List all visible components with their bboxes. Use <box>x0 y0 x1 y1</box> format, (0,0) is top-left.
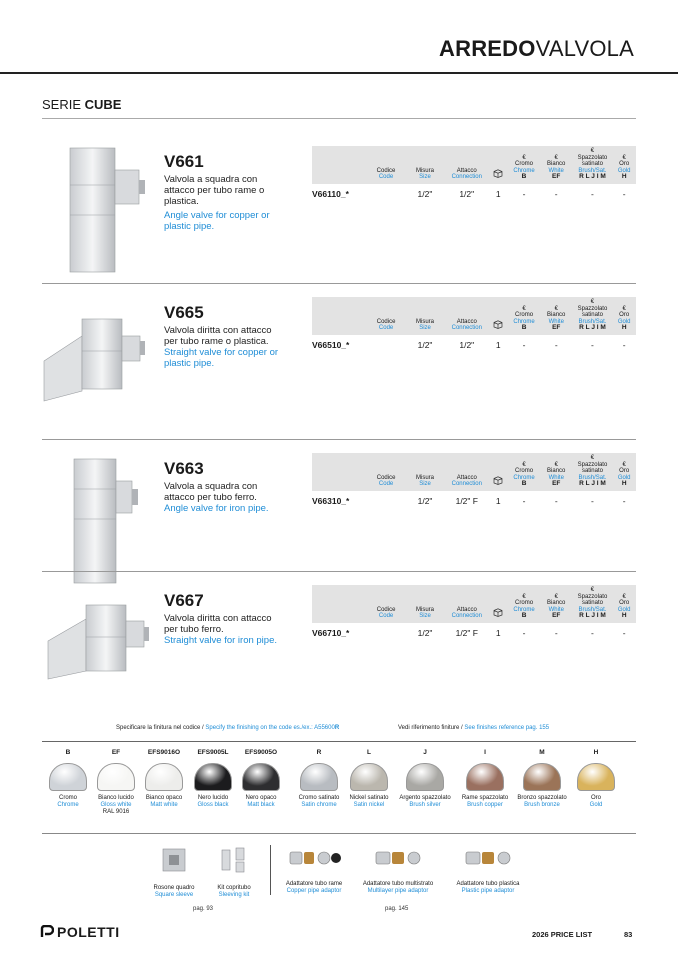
finish-cap-image <box>577 763 615 791</box>
finish-cap-image <box>97 763 135 791</box>
cell-price-rljim: - <box>591 188 594 199</box>
th-cur: € <box>590 299 595 305</box>
finish-name-en: Satin nickel <box>353 802 385 808</box>
spec-header-row <box>312 585 636 623</box>
product-code-title: V661 <box>164 152 204 171</box>
th-code: Code <box>378 481 394 487</box>
product-divider <box>42 439 636 440</box>
accessory-name-it: Adattatore tubo plastica <box>456 881 520 887</box>
th-connection: Connection <box>451 481 482 487</box>
th-white: White <box>548 167 564 174</box>
col-codice <box>312 297 367 335</box>
page-ref-left[interactable]: pag. 93 <box>193 906 214 912</box>
col-ef <box>540 146 573 184</box>
col-rljim <box>573 146 613 184</box>
product-block-v667 <box>42 571 636 721</box>
finish-name-en: Matt white <box>150 802 178 808</box>
poletti-logo-icon <box>40 925 54 939</box>
spec-row <box>312 184 636 202</box>
th-cromo: Cromo <box>515 161 534 167</box>
multilayer-adaptor-icon <box>372 846 424 870</box>
col-h <box>612 297 636 335</box>
finish-swatch <box>566 749 626 809</box>
col-codice-header <box>367 453 404 491</box>
accessory-name-en: Plastic pipe adaptor <box>461 888 515 894</box>
th-cur: € <box>554 305 558 312</box>
cell-code: V66710_* <box>312 627 350 638</box>
product-block-v665 <box>42 283 636 433</box>
finish-code: H <box>593 749 599 756</box>
straight-valve-image <box>42 579 157 719</box>
cell-empty <box>367 491 404 509</box>
th-cur: € <box>590 148 595 154</box>
cell-price-rljim: - <box>591 627 594 638</box>
page-header-title <box>439 36 634 62</box>
header-title-light: VALVOLA <box>535 36 634 61</box>
accessories-divider <box>270 845 271 895</box>
finish-name-it: Argento spazzolato <box>399 795 451 801</box>
product-desc-it: Valvola diritta con attacco per tubo rame o plastica. <box>164 325 272 347</box>
col-codice <box>312 453 367 491</box>
th-misura: Misura <box>416 474 435 481</box>
accessory-name-en: Copper pipe adaptor <box>286 888 342 894</box>
finish-swatch <box>231 749 291 809</box>
col-b <box>508 297 540 335</box>
finish-swatch <box>339 749 399 809</box>
finish-name-en: Brush silver <box>409 802 441 808</box>
spec-header-row <box>312 297 636 335</box>
th-bianco: Bianco <box>547 161 566 167</box>
finish-ref-en: See finishes reference pag. 155 <box>464 725 550 731</box>
col-h <box>612 146 636 184</box>
finish-name-en: Satin chrome <box>301 802 337 808</box>
th-code-rljim: R L J I M <box>579 480 606 487</box>
th-code-ef: EF <box>552 612 561 619</box>
product-divider <box>42 283 636 284</box>
th-cur: € <box>590 587 595 593</box>
th-code-b: B <box>521 480 527 487</box>
page-number: 83 <box>624 930 633 939</box>
th-cur: € <box>522 305 526 312</box>
spec-header-row <box>312 453 636 491</box>
th-brush: Brush/Sat. <box>578 167 607 174</box>
finish-note <box>116 725 339 731</box>
spec-table <box>312 297 636 353</box>
finish-ref-note <box>398 725 549 731</box>
finish-code: R <box>316 749 322 756</box>
accessory-multilayer-adaptor <box>356 846 440 895</box>
th-cur: € <box>554 593 558 600</box>
th-cur: € <box>554 461 558 468</box>
th-codice: Codice <box>376 606 396 613</box>
finish-name-en: Brush bronze <box>524 802 560 808</box>
cell-price-rljim: - <box>591 339 594 350</box>
accessory-square-rosette <box>142 846 206 899</box>
th-code-rljim: R L J I M <box>579 173 606 180</box>
cell-price-h: - <box>622 339 626 350</box>
page-ref-right[interactable]: pag. 145 <box>385 906 409 912</box>
col-attacco <box>445 146 488 184</box>
spec-table <box>312 453 636 509</box>
th-spazzolato: Spazzolato satinato <box>577 461 608 474</box>
package-icon <box>493 476 503 485</box>
col-codice <box>312 146 367 184</box>
th-cur: € <box>622 305 626 312</box>
finish-name-en: Brush copper <box>467 802 503 808</box>
cell-price-h: - <box>622 627 626 638</box>
spec-row <box>312 623 636 641</box>
th-code-h: H <box>621 612 627 619</box>
finish-name-it: Bianco lucido <box>98 795 134 801</box>
finish-cap-image <box>49 763 87 791</box>
cell-size: 1/2" <box>417 627 433 638</box>
finishes-row <box>42 749 636 829</box>
th-size: Size <box>419 481 431 487</box>
finish-cap-image <box>523 763 561 791</box>
th-spazzolato: Spazzolato satinato <box>577 593 608 606</box>
col-ef <box>540 453 573 491</box>
col-rljim <box>573 585 613 623</box>
col-codice-header <box>367 146 404 184</box>
accessory-name-it: Rosone quadro <box>153 885 195 891</box>
accessory-copper-adaptor <box>278 846 350 895</box>
finish-name-it: Nero opaco <box>245 795 277 801</box>
th-brush: Brush/Sat. <box>578 474 607 481</box>
cell-empty <box>367 184 404 202</box>
finish-code: EF <box>111 749 121 756</box>
th-bianco: Bianco <box>547 312 566 318</box>
cell-price-b: - <box>522 495 526 506</box>
finish-swatch <box>455 749 515 809</box>
finishes-rule <box>42 741 636 742</box>
col-box <box>488 453 508 491</box>
th-chrome: Chrome <box>513 167 535 174</box>
th-codice: Codice <box>376 167 396 174</box>
th-cur: € <box>590 455 595 461</box>
finish-note-it: Specificare la finitura nel codice / <box>116 725 204 731</box>
finish-cap-image <box>406 763 444 791</box>
finish-cap-image <box>300 763 338 791</box>
col-box <box>488 146 508 184</box>
col-b <box>508 585 540 623</box>
th-size: Size <box>419 325 431 331</box>
cell-price-h: - <box>622 495 626 506</box>
cell-qty: 1 <box>495 495 501 506</box>
th-code: Code <box>378 325 394 331</box>
product-desc-en: Angle valve for copper or plastic pipe. <box>164 210 270 232</box>
product-block-v663 <box>42 439 636 589</box>
finish-cap-image <box>242 763 280 791</box>
th-chrome: Chrome <box>513 474 535 481</box>
accessory-sleeving-kit <box>206 846 262 899</box>
th-codice: Codice <box>376 318 396 325</box>
th-code-b: B <box>521 612 527 619</box>
angle-valve-image <box>42 140 157 280</box>
finish-name-it: Nickel satinato <box>349 795 389 801</box>
th-attacco: Attacco <box>456 318 477 325</box>
th-brush: Brush/Sat. <box>578 318 607 325</box>
th-code-rljim: R L J I M <box>579 324 606 331</box>
th-code-b: B <box>521 324 527 331</box>
spec-header-row <box>312 146 636 184</box>
cell-connection: 1/2" <box>459 339 475 350</box>
finish-code: EFS9005L <box>197 749 229 756</box>
product-desc-it: Valvola a squadra con attacco per tubo ferro. <box>164 481 258 503</box>
product-desc-en: Straight valve for iron pipe. <box>164 635 278 646</box>
finish-name-en: Gloss white <box>100 802 132 808</box>
accessory-name-it: Kit copritubo <box>217 885 251 891</box>
cell-empty <box>367 623 404 641</box>
th-brush: Brush/Sat. <box>578 606 607 613</box>
spec-table <box>312 146 636 202</box>
th-spazzolato: Spazzolato satinato <box>577 154 608 167</box>
col-ef <box>540 585 573 623</box>
finish-swatch <box>395 749 455 809</box>
cell-empty <box>367 335 404 353</box>
square-rosette-icon <box>160 846 188 874</box>
cell-qty: 1 <box>495 188 501 199</box>
th-oro: Oro <box>619 468 630 474</box>
cell-price-ef: - <box>554 339 558 350</box>
finish-code: M <box>539 749 545 756</box>
col-attacco <box>445 585 488 623</box>
th-code: Code <box>378 174 394 180</box>
col-b <box>508 146 540 184</box>
finish-name-it: Bianco opaco <box>145 795 183 801</box>
price-list-label: 2026 PRICE LIST <box>532 930 593 939</box>
finish-swatch <box>512 749 572 809</box>
th-spazzolato: Spazzolato satinato <box>577 305 608 318</box>
th-bianco: Bianco <box>547 600 566 606</box>
th-code-ef: EF <box>552 173 561 180</box>
th-misura: Misura <box>415 167 434 174</box>
th-oro: Oro <box>619 600 630 606</box>
package-icon <box>493 608 503 617</box>
th-cur: € <box>554 154 558 161</box>
th-white: White <box>548 474 564 481</box>
plastic-adaptor-icon <box>462 846 514 870</box>
col-codice-header <box>367 297 404 335</box>
cell-connection: 1/2" F <box>455 627 478 638</box>
col-b <box>508 453 540 491</box>
finish-name-en: Matt black <box>247 802 275 808</box>
finish-name-it: Oro <box>590 795 601 801</box>
finish-name-en: Gloss black <box>197 802 229 808</box>
accessory-name-en: Sleeving kit <box>218 892 250 898</box>
col-attacco <box>445 297 488 335</box>
accessory-name-it: Adattatore tubo rame <box>285 881 343 887</box>
th-attacco: Attacco <box>456 474 477 481</box>
cell-size: 1/2" <box>417 495 433 506</box>
straight-valve-image <box>42 291 157 431</box>
th-white: White <box>548 318 564 325</box>
cell-price-b: - <box>522 339 526 350</box>
spec-row <box>312 491 636 509</box>
finish-name-en: Gold <box>589 802 603 808</box>
finish-code: L <box>367 749 371 756</box>
cell-qty: 1 <box>495 339 501 350</box>
th-cromo: Cromo <box>515 468 534 474</box>
package-icon <box>493 169 503 178</box>
th-code-b: B <box>521 173 527 180</box>
th-white: White <box>548 606 564 613</box>
th-cur: € <box>522 461 526 468</box>
col-misura <box>405 585 445 623</box>
th-gold: Gold <box>617 606 631 613</box>
cell-code: V66310_* <box>312 495 350 506</box>
finish-name-en: Chrome <box>57 802 79 808</box>
cell-connection: 1/2" F <box>455 495 478 506</box>
th-misura: Misura <box>416 606 435 613</box>
col-rljim <box>573 453 613 491</box>
finish-name-it: Rame spazzolato <box>461 795 509 801</box>
th-connection: Connection <box>451 325 482 331</box>
finish-name-it: Bronzo spazzolato <box>517 795 567 801</box>
col-h <box>612 585 636 623</box>
finish-cap-image <box>145 763 183 791</box>
accessory-name-en: Multilayer pipe adaptor <box>367 888 429 894</box>
product-desc-it: Valvola a squadra con attacco per tubo rame o plastica. <box>164 174 265 207</box>
cell-price-rljim: - <box>591 495 594 506</box>
cell-price-ef: - <box>554 495 558 506</box>
header-rule <box>0 72 678 74</box>
th-cur: € <box>522 154 526 161</box>
finish-ral: RAL 9016 <box>102 809 130 815</box>
th-cromo: Cromo <box>515 312 534 318</box>
th-code: Code <box>378 613 394 619</box>
th-cur: € <box>622 593 626 600</box>
product-block-v661 <box>42 132 636 282</box>
col-codice-header <box>367 585 404 623</box>
th-oro: Oro <box>619 312 630 318</box>
finish-code: J <box>423 749 427 756</box>
header-title-bold: ARREDO <box>439 36 536 61</box>
sleeving-kit-icon <box>218 846 250 874</box>
col-misura <box>405 297 445 335</box>
logo-text: POLETTI <box>57 924 120 940</box>
finish-cap-image <box>350 763 388 791</box>
th-gold: Gold <box>617 167 631 174</box>
finish-code: EFS9016O <box>147 749 181 756</box>
th-code-h: H <box>621 324 627 331</box>
cell-price-b: - <box>522 188 526 199</box>
col-rljim <box>573 297 613 335</box>
accessory-name-it: Adattatore tubo multistrato <box>362 881 434 887</box>
cell-code: V66110_* <box>312 188 349 199</box>
cell-qty: 1 <box>495 627 501 638</box>
spec-table <box>312 585 636 641</box>
product-code-title: V663 <box>164 459 204 478</box>
th-connection: Connection <box>451 613 482 619</box>
poletti-logo <box>40 924 120 940</box>
cell-price-h: - <box>622 188 626 199</box>
cell-size: 1/2" <box>417 339 433 350</box>
cell-price-ef: - <box>554 188 558 199</box>
th-code-h: H <box>621 480 627 487</box>
th-chrome: Chrome <box>513 318 535 325</box>
th-code-ef: EF <box>552 480 561 487</box>
col-codice <box>312 585 367 623</box>
product-desc-en: Angle valve for iron pipe. <box>164 503 269 514</box>
cell-code: V66510_* <box>312 339 350 350</box>
th-cur: € <box>622 154 626 161</box>
th-size: Size <box>419 613 431 619</box>
th-cromo: Cromo <box>515 600 534 606</box>
finish-note-en: Specify the finishing on the code es./ex.: A55600 <box>205 725 335 731</box>
cell-size: 1/2" <box>417 188 433 199</box>
finish-code: B <box>65 749 71 756</box>
col-h <box>612 453 636 491</box>
th-gold: Gold <box>617 318 631 325</box>
col-ef <box>540 297 573 335</box>
col-misura <box>405 453 445 491</box>
th-connection: Connection <box>451 174 482 180</box>
col-box <box>488 297 508 335</box>
th-attacco: Attacco <box>456 167 477 174</box>
finish-cap-image <box>466 763 504 791</box>
th-codice: Codice <box>376 474 396 481</box>
th-attacco: Attacco <box>456 606 477 613</box>
th-chrome: Chrome <box>513 606 535 613</box>
copper-adaptor-icon <box>286 846 342 870</box>
th-code-rljim: R L J I M <box>579 612 606 619</box>
th-cur: € <box>522 593 526 600</box>
th-size: Size <box>419 174 431 180</box>
serie-label: SERIE <box>42 97 82 112</box>
accessories-rule <box>42 833 636 834</box>
serie-rule <box>42 118 636 119</box>
product-divider <box>42 571 636 572</box>
finish-name-it: Cromo <box>58 795 77 801</box>
cell-price-b: - <box>522 627 526 638</box>
col-attacco <box>445 453 488 491</box>
th-oro: Oro <box>619 161 630 167</box>
finish-note-example-code: R <box>334 725 340 731</box>
cell-connection: 1/2" <box>459 188 475 199</box>
product-desc-en: Straight valve for copper or plastic pipe. <box>164 347 279 369</box>
angle-valve-image <box>42 447 157 587</box>
finish-code: EFS9005O <box>244 749 278 756</box>
serie-heading <box>42 97 121 112</box>
th-cur: € <box>622 461 626 468</box>
product-code-title: V665 <box>164 303 204 322</box>
finish-ref-it: Vedi riferimento finiture / <box>398 725 463 731</box>
finish-name-it: Nero lucido <box>197 795 229 801</box>
th-bianco: Bianco <box>547 468 566 474</box>
serie-name: CUBE <box>84 97 122 112</box>
package-icon <box>493 320 503 329</box>
accessory-plastic-adaptor <box>448 846 528 895</box>
finish-name-it: Cromo satinato <box>298 795 340 801</box>
th-code-h: H <box>621 173 627 180</box>
finish-cap-image <box>194 763 232 791</box>
th-code-ef: EF <box>552 324 561 331</box>
th-misura: Misura <box>416 318 435 325</box>
finish-code: I <box>484 749 486 756</box>
spec-row <box>312 335 636 353</box>
product-desc-it: Valvola diritta con attacco per tubo ferro. <box>164 613 272 635</box>
col-box <box>488 585 508 623</box>
accessory-name-en: Square sleeve <box>154 892 194 898</box>
th-gold: Gold <box>617 474 631 481</box>
col-misura <box>405 146 445 184</box>
product-code-title: V667 <box>164 591 204 610</box>
cell-price-ef: - <box>554 627 558 638</box>
